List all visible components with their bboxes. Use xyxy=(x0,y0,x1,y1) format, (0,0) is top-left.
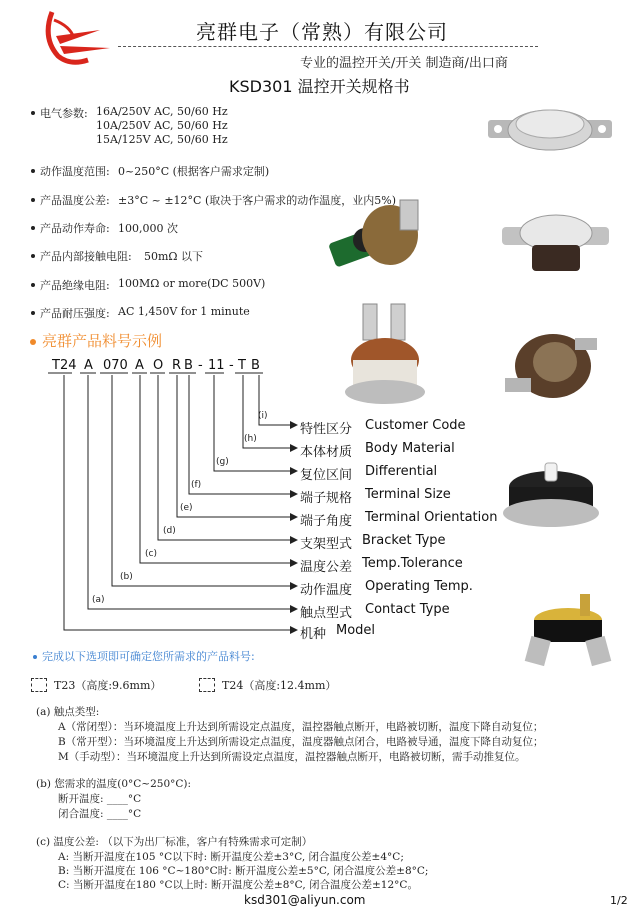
spec-label: 产品内部接触电阻: xyxy=(40,250,132,263)
legend-zh: 机种 xyxy=(300,627,327,642)
legend-zh: 端子角度 xyxy=(300,514,353,529)
option-t24-checkbox[interactable] xyxy=(199,678,215,692)
spec-label: 产品绝缘电阻: xyxy=(40,279,110,292)
section-b-line: 断开温度: ____°C xyxy=(58,793,142,805)
legend-en: Differential xyxy=(365,464,438,479)
spec-value: AC 1,450V for 1 minute xyxy=(118,305,250,318)
spec-value: 100,000 次 xyxy=(118,222,178,235)
spec-value: 100MΩ or more(DC 500V) xyxy=(118,277,266,290)
spec-value: 16A/250V AC, 50/60 Hz xyxy=(96,105,228,118)
spec-label: 产品动作寿命: xyxy=(40,222,110,235)
code-segment: - xyxy=(229,358,234,373)
option-t23-checkbox[interactable] xyxy=(31,678,47,692)
legend-en: Bracket Type xyxy=(362,533,446,548)
notice-text: 完成以下选项即可确定您所需求的产品料号: xyxy=(42,650,255,663)
company-tagline: 专业的温控开关/开关 制造商/出口商 xyxy=(300,56,508,71)
code-segment: T24 xyxy=(52,358,77,373)
spec-value: ±3°C ~ ±12°C (取决于客户需求的动作温度，业内5%) xyxy=(118,194,397,207)
section-a-line: B（常开型）：当环境温度上升达到所需设定点温度，温度器触点闭合，电路被导通，温度下降自动复位； xyxy=(58,736,544,748)
code-segment: A xyxy=(84,358,93,373)
legend-marker: (i) xyxy=(258,411,268,421)
legend-en: Body Material xyxy=(365,441,455,456)
legend-en: Operating Temp. xyxy=(365,579,473,594)
section-c-line: B: 当断开温度在 106 °C~180°C时: 断开温度公差±5°C, 闭合温度公差±8°C; xyxy=(58,865,429,877)
section-c-title: (c) 温度公差: （以下为出厂标准，客户有特殊需求可定制） xyxy=(36,836,313,848)
code-segment: - xyxy=(198,358,203,373)
section-a-line: A（常闭型）：当环境温度上升达到所需设定点温度，温控器触点断开，电路被切断，温度下降自动复位； xyxy=(58,721,544,733)
section-c-line: C: 当断开温度在180 °C以上时: 断开温度公差±8°C, 闭合温度公差±12°C。 xyxy=(58,879,418,891)
code-segment: T xyxy=(238,358,246,373)
spec-value: 0~250°C (根据客户需求定制) xyxy=(118,165,270,178)
code-segment: B xyxy=(251,358,260,373)
legend-en: Terminal Size xyxy=(365,487,451,502)
code-segment: 11 xyxy=(208,358,225,373)
legend-zh: 本体材质 xyxy=(300,445,353,460)
legend-marker: (a) xyxy=(92,595,105,605)
section-a-line: M（手动型）：当环境温度上升达到所需设定点温度，温控器触点断开，电路被切断，需手动推复位。 xyxy=(58,751,526,763)
company-name: 亮群电子（常熟）有限公司 xyxy=(196,20,448,44)
legend-marker: (f) xyxy=(191,480,202,490)
legend-en: Terminal Orientation xyxy=(365,510,498,525)
section-b-line: 闭合温度: ____°C xyxy=(58,808,142,820)
bullet xyxy=(33,655,37,659)
legend-zh: 特性区分 xyxy=(300,422,353,437)
document-title: KSD301 温控开关规格书 xyxy=(229,77,410,96)
spec-label: 产品温度公差: xyxy=(40,194,110,207)
code-segment: 070 xyxy=(103,358,128,373)
notice xyxy=(33,648,255,664)
legend-en: Temp.Tolerance xyxy=(362,556,463,571)
legend-marker: (b) xyxy=(120,572,133,582)
section-b-title: (b) 您需求的温度(0°C~250°C): xyxy=(36,778,192,790)
code-segment: B xyxy=(184,358,193,373)
option-t24-label: T24（高度:12.4mm） xyxy=(222,679,337,692)
spec-label: 产品耐压强度: xyxy=(40,307,110,320)
legend-zh: 动作温度 xyxy=(300,583,353,598)
legend-zh: 支架型式 xyxy=(300,537,353,552)
section-c-line: A: 当断开温度在105 °C以下时: 断开温度公差±3°C, 闭合温度公差±4°C; xyxy=(58,851,404,863)
spec-value: 10A/250V AC, 50/60 Hz xyxy=(96,119,228,132)
code-segment: R xyxy=(172,358,182,373)
page-number: 1/2 xyxy=(610,894,628,907)
code-segment: O xyxy=(153,358,164,373)
section-heading-text: 亮群产品料号示例 xyxy=(42,332,163,350)
legend-marker: (g) xyxy=(216,457,229,467)
footer-email[interactable]: ksd301@aliyun.com xyxy=(244,893,366,907)
legend-en: Customer Code xyxy=(365,418,466,433)
spec-label: 动作温度范围: xyxy=(40,165,110,178)
spec-value: 50mΩ 以下 xyxy=(144,250,204,263)
spec-label: 电气参数: xyxy=(40,107,88,120)
code-segment: A xyxy=(135,358,144,373)
legend-zh: 触点型式 xyxy=(300,606,353,621)
legend-marker: (d) xyxy=(163,526,176,536)
legend-marker: (c) xyxy=(145,549,157,559)
legend-marker: (h) xyxy=(244,434,257,444)
legend-en: Contact Type xyxy=(365,602,450,617)
option-t23-label: T23（高度:9.6mm） xyxy=(54,679,162,692)
legend-zh: 端子规格 xyxy=(300,491,353,506)
legend-en: Model xyxy=(336,623,376,638)
legend-zh: 温度公差 xyxy=(300,560,353,575)
spec-value: 15A/125V AC, 50/60 Hz xyxy=(96,133,228,146)
section-a-title: (a) 触点类型: xyxy=(36,706,100,718)
legend-marker: (e) xyxy=(180,503,193,513)
legend-zh: 复位区间 xyxy=(300,468,353,483)
